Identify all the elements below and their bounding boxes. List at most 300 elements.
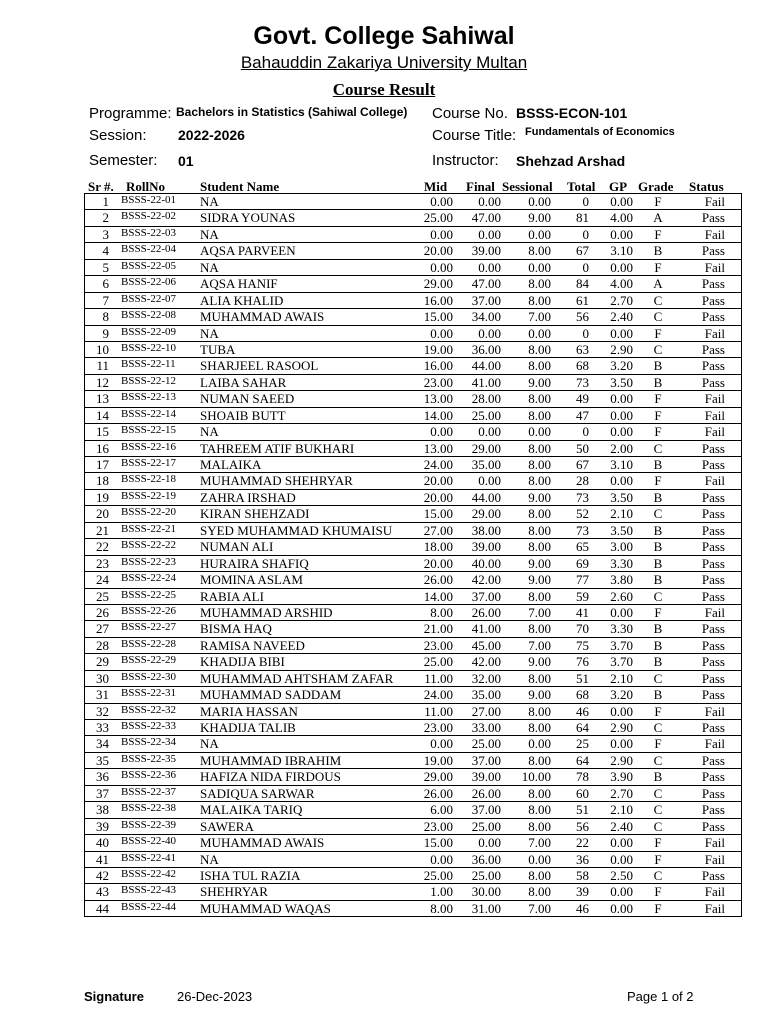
sessional-cell: 7.00 [528,604,551,620]
gp-cell: 2.90 [610,720,633,735]
university-title: Bahauddin Zakariya University Multan [240,53,528,72]
status-cell: Pass [701,818,725,834]
status-cell: Pass [701,341,725,357]
total-cell: 76 [576,654,589,670]
rollno-cell: BSSS-22-02 [121,210,177,223]
sessional-cell: 8.00 [528,243,551,259]
gp-cell: 0.00 [610,473,633,489]
mid-cell: 18.00 [423,539,453,555]
sr-cell: 40 [96,835,109,851]
sr-cell: 9 [102,325,109,341]
sessional-cell: 9.00 [528,572,551,588]
grade-cell: F [654,835,662,851]
sessional-cell: 8.00 [528,621,551,637]
rollno-cell: BSSS-22-32 [121,703,177,716]
rollno-cell: BSSS-22-07 [121,292,177,305]
table-row [85,753,741,769]
mid-cell: 8.00 [430,604,453,620]
sr-cell: 21 [96,522,109,538]
final-cell: 34.00 [471,309,501,325]
semester-label: Semester: [89,152,158,169]
student-name-cell: NA [200,226,219,242]
table-row [85,589,741,605]
table-row [85,375,741,391]
grade-cell: B [653,555,663,571]
total-cell: 73 [576,374,589,390]
student-name-cell: TAHREEM ATIF BUKHARI [200,440,355,456]
status-cell: Pass [701,654,725,670]
header-status: Status [689,179,724,194]
sr-cell: 8 [102,309,109,325]
mid-cell: 29.00 [423,276,453,292]
final-cell: 41.00 [471,374,501,390]
grade-cell: C [653,588,663,604]
gp-cell: 3.70 [610,637,633,653]
final-cell: 33.00 [471,720,501,735]
table-row [85,556,741,572]
sr-cell: 18 [96,473,109,489]
sessional-cell: 8.00 [528,358,551,374]
gp-cell: 2.90 [610,341,633,357]
sessional-cell: 0.00 [528,325,551,341]
table-row [85,523,741,539]
semester-value: 01 [178,153,194,169]
total-cell: 0 [582,259,589,275]
mid-cell: 0.00 [430,736,453,752]
grade-cell: F [654,473,662,489]
status-cell: Fail [704,325,725,341]
gp-cell: 2.70 [610,785,633,801]
final-cell: 25.00 [471,407,501,423]
final-cell: 35.00 [471,457,501,472]
sessional-cell: 9.00 [528,555,551,571]
rollno-cell: BSSS-22-18 [121,473,177,486]
college-title: Govt. College Sahiwal [253,22,515,50]
mid-cell: 25.00 [423,867,453,883]
student-name-cell: NA [200,736,219,752]
gp-cell: 3.80 [610,572,633,588]
total-cell: 78 [576,769,589,785]
table-row [85,687,741,703]
total-cell: 25 [576,736,589,752]
sr-cell: 42 [96,867,109,883]
rollno-cell: BSSS-22-23 [121,555,177,568]
final-cell: 25.00 [471,736,501,752]
sessional-cell: 9.00 [528,210,551,226]
sr-cell: 34 [96,736,109,752]
total-cell: 68 [576,358,589,374]
table-row [85,260,741,276]
signature-label: Signature [84,989,144,1004]
rollno-cell: BSSS-22-30 [121,670,177,683]
rollno-cell: BSSS-22-41 [121,851,177,864]
mid-cell: 23.00 [423,818,453,834]
sessional-cell: 8.00 [528,539,551,555]
sr-cell: 29 [96,654,109,670]
student-name-cell: KIRAN SHEHZADI [200,506,310,522]
grade-cell: C [653,670,663,686]
rollno-cell: BSSS-22-25 [121,588,177,601]
final-cell: 38.00 [471,522,501,538]
final-cell: 28.00 [471,391,501,407]
student-name-cell: AQSA HANIF [200,276,278,292]
table-row [85,457,741,473]
total-cell: 36 [576,851,589,867]
gp-cell: 0.00 [610,325,633,341]
sr-cell: 27 [96,621,109,637]
sessional-cell: 8.00 [528,522,551,538]
gp-cell: 2.90 [610,752,633,768]
table-row [85,490,741,506]
status-cell: Pass [701,489,725,505]
final-cell: 0.00 [478,835,501,851]
table-row [85,408,741,424]
student-name-cell: NA [200,851,219,867]
mid-cell: 16.00 [423,358,453,374]
final-cell: 0.00 [478,259,501,275]
sessional-cell: 8.00 [528,391,551,407]
rollno-cell: BSSS-22-11 [121,358,176,371]
grade-cell: F [654,604,662,620]
total-cell: 46 [576,703,589,719]
grade-cell: C [653,720,663,735]
student-name-cell: RAMISA NAVEED [200,637,305,653]
table-row [85,326,741,342]
grade-cell: B [653,374,663,390]
mid-cell: 8.00 [430,900,453,916]
rollno-cell: BSSS-22-14 [121,407,177,420]
gp-cell: 2.10 [610,670,633,686]
mid-cell: 11.00 [424,670,453,686]
header-sessional: Sessional [502,179,553,194]
mid-cell: 25.00 [423,210,453,226]
grade-cell: B [653,654,663,670]
final-cell: 40.00 [471,555,501,571]
rollno-cell: BSSS-22-42 [121,867,177,880]
total-cell: 0 [582,424,589,440]
sr-cell: 44 [96,900,109,916]
student-name-cell: MUHAMMAD IBRAHIM [200,752,342,768]
total-cell: 51 [576,802,589,818]
gp-cell: 2.10 [610,506,633,522]
status-cell: Fail [704,226,725,242]
student-name-cell: MUHAMMAD SHEHRYAR [200,473,353,489]
total-cell: 73 [576,489,589,505]
status-cell: Pass [701,358,725,374]
header-student-name: Student Name [200,179,280,194]
mid-cell: 15.00 [423,309,453,325]
student-name-cell: AQSA PARVEEN [200,243,296,259]
status-cell: Fail [704,604,725,620]
total-cell: 50 [576,440,589,456]
student-name-cell: SAWERA [200,818,254,834]
sr-cell: 1 [102,194,109,209]
gp-cell: 0.00 [610,391,633,407]
sr-cell: 41 [96,851,109,867]
final-cell: 37.00 [471,292,501,308]
final-cell: 36.00 [471,341,501,357]
rollno-cell: BSSS-22-09 [121,325,177,338]
total-cell: 41 [576,604,589,620]
course-no-value: BSSS-ECON-101 [516,105,628,121]
status-cell: Fail [704,835,725,851]
table-row [85,539,741,555]
status-cell: Fail [704,194,725,209]
status-cell: Pass [701,522,725,538]
grade-cell: B [653,243,663,259]
student-name-cell: BISMA HAQ [200,621,272,637]
mid-cell: 23.00 [423,720,453,735]
status-cell: Fail [704,407,725,423]
final-cell: 44.00 [471,489,501,505]
final-cell: 31.00 [471,900,501,916]
final-cell: 39.00 [471,539,501,555]
student-name-cell: NUMAN SAEED [200,391,295,407]
grade-cell: F [654,194,662,209]
grade-cell: B [653,637,663,653]
final-cell: 42.00 [471,654,501,670]
sessional-cell: 8.00 [528,457,551,472]
gp-cell: 0.00 [610,194,633,209]
rollno-cell: BSSS-22-13 [121,391,177,404]
final-cell: 47.00 [471,276,501,292]
rollno-cell: BSSS-22-26 [121,604,177,617]
mid-cell: 11.00 [424,703,453,719]
table-header [0,179,768,194]
student-name-cell: MUHAMMAD AWAIS [200,835,325,851]
gp-cell: 2.60 [610,588,633,604]
sr-cell: 30 [96,670,109,686]
rollno-cell: BSSS-22-22 [121,539,177,552]
status-cell: Pass [701,210,725,226]
table-row [85,802,741,818]
table-row [85,210,741,226]
total-cell: 0 [582,325,589,341]
header-grade: Grade [638,179,674,194]
table-row [85,424,741,440]
mid-cell: 20.00 [423,243,453,259]
programme-label: Programme: [89,105,172,122]
student-name-cell: KHADIJA TALIB [200,720,296,735]
final-cell: 47.00 [471,210,501,226]
final-cell: 36.00 [471,851,501,867]
table-row [85,769,741,785]
gp-cell: 0.00 [610,851,633,867]
rollno-cell: BSSS-22-38 [121,802,177,815]
status-cell: Fail [704,424,725,440]
final-cell: 26.00 [471,604,501,620]
rollno-cell: BSSS-22-21 [121,522,177,535]
mid-cell: 19.00 [423,752,453,768]
rollno-cell: BSSS-22-19 [121,489,177,502]
grade-cell: F [654,703,662,719]
total-cell: 56 [576,309,589,325]
table-row [85,572,741,588]
student-name-cell: SHARJEEL RASOOL [200,358,319,374]
gp-cell: 3.50 [610,374,633,390]
total-cell: 75 [576,637,589,653]
student-name-cell: NA [200,194,219,209]
student-name-cell: ISHA TUL RAZIA [200,867,301,883]
grade-cell: C [653,309,663,325]
total-cell: 70 [576,621,589,637]
status-cell: Pass [701,243,725,259]
gp-cell: 2.10 [610,802,633,818]
sr-cell: 5 [102,259,109,275]
status-cell: Pass [701,752,725,768]
mid-cell: 14.00 [423,407,453,423]
final-cell: 37.00 [471,802,501,818]
grade-cell: F [654,851,662,867]
sr-cell: 4 [102,243,109,259]
total-cell: 0 [582,226,589,242]
sessional-cell: 7.00 [528,900,551,916]
table-row [85,194,741,210]
print-date: 26-Dec-2023 [177,989,253,1004]
total-cell: 68 [576,687,589,703]
sr-cell: 37 [96,785,109,801]
student-name-cell: HAFIZA NIDA FIRDOUS [200,769,341,785]
page-number: Page 1 of 2 [627,989,694,1004]
sessional-cell: 8.00 [528,670,551,686]
grade-cell: F [654,407,662,423]
grade-cell: B [653,358,663,374]
gp-cell: 2.70 [610,292,633,308]
final-cell: 39.00 [471,769,501,785]
rollno-cell: BSSS-22-33 [121,720,177,732]
sr-cell: 16 [96,440,109,456]
mid-cell: 23.00 [423,374,453,390]
student-name-cell: SYED MUHAMMAD KHUMAISU [200,522,393,538]
total-cell: 60 [576,785,589,801]
rollno-cell: BSSS-22-08 [121,309,177,322]
gp-cell: 4.00 [610,210,633,226]
gp-cell: 0.00 [610,424,633,440]
status-cell: Fail [704,473,725,489]
grade-cell: C [653,752,663,768]
status-cell: Pass [701,720,725,735]
final-cell: 0.00 [478,226,501,242]
student-name-cell: MARIA HASSAN [200,703,298,719]
status-cell: Pass [701,621,725,637]
sessional-cell: 8.00 [528,473,551,489]
sr-cell: 31 [96,687,109,703]
header-sr: Sr #. [88,179,114,194]
sessional-cell: 9.00 [528,687,551,703]
status-cell: Pass [701,457,725,472]
student-name-cell: ALIA KHALID [200,292,284,308]
sr-cell: 17 [96,457,109,472]
grade-cell: A [653,210,663,226]
session-label: Session: [89,127,147,144]
rollno-cell: BSSS-22-05 [121,259,177,272]
sr-cell: 35 [96,752,109,768]
student-name-cell: LAIBA SAHAR [200,374,287,390]
sessional-cell: 7.00 [528,637,551,653]
sessional-cell: 9.00 [528,654,551,670]
sessional-cell: 0.00 [528,736,551,752]
final-cell: 0.00 [478,325,501,341]
sessional-cell: 8.00 [528,752,551,768]
table-row [85,473,741,489]
status-cell: Pass [701,309,725,325]
sessional-cell: 8.00 [528,407,551,423]
student-name-cell: MUHAMMAD WAQAS [200,900,331,916]
status-cell: Pass [701,555,725,571]
rollno-cell: BSSS-22-15 [121,424,177,437]
rollno-cell: BSSS-22-35 [121,752,177,765]
student-name-cell: NUMAN ALI [200,539,274,555]
mid-cell: 0.00 [430,226,453,242]
course-no-label: Course No. [432,105,508,122]
mid-cell: 15.00 [423,835,453,851]
status-cell: Pass [701,440,725,456]
student-name-cell: MUHAMMAD SADDAM [200,687,342,703]
table-row [85,243,741,259]
final-cell: 35.00 [471,687,501,703]
sessional-cell: 10.00 [521,769,551,785]
status-cell: Pass [701,292,725,308]
grade-cell: F [654,391,662,407]
mid-cell: 16.00 [423,292,453,308]
mid-cell: 13.00 [423,391,453,407]
sessional-cell: 8.00 [528,703,551,719]
gp-cell: 3.50 [610,489,633,505]
status-cell: Fail [704,884,725,900]
table-row [85,819,741,835]
mid-cell: 23.00 [423,637,453,653]
table-row [85,605,741,621]
student-name-cell: TUBA [200,341,236,357]
result-table [84,193,742,917]
table-row [85,441,741,457]
student-name-cell: MUHAMMAD AWAIS [200,309,325,325]
gp-cell: 3.30 [610,555,633,571]
student-name-cell: SIDRA YOUNAS [200,210,296,226]
rollno-cell: BSSS-22-24 [121,572,177,585]
mid-cell: 0.00 [430,851,453,867]
rollno-cell: BSSS-22-12 [121,374,177,387]
grade-cell: B [653,687,663,703]
sessional-cell: 9.00 [528,374,551,390]
final-cell: 0.00 [478,424,501,440]
header-rollno: RollNo [126,179,165,194]
table-row [85,276,741,292]
rollno-cell: BSSS-22-10 [121,341,177,354]
sr-cell: 19 [96,489,109,505]
grade-cell: F [654,884,662,900]
sr-cell: 24 [96,572,109,588]
sr-cell: 38 [96,802,109,818]
rollno-cell: BSSS-22-31 [121,687,177,700]
sessional-cell: 8.00 [528,785,551,801]
sessional-cell: 0.00 [528,851,551,867]
gp-cell: 0.00 [610,900,633,916]
table-row [85,227,741,243]
student-name-cell: NA [200,424,219,440]
total-cell: 58 [576,867,589,883]
student-name-cell: MUHAMMAD AHTSHAM ZAFAR [200,670,394,686]
mid-cell: 26.00 [423,785,453,801]
mid-cell: 24.00 [423,457,453,472]
sr-cell: 43 [96,884,109,900]
status-cell: Pass [701,539,725,555]
sessional-cell: 8.00 [528,802,551,818]
status-cell: Fail [704,259,725,275]
grade-cell: A [653,276,663,292]
sr-cell: 10 [96,341,109,357]
sessional-cell: 8.00 [528,818,551,834]
